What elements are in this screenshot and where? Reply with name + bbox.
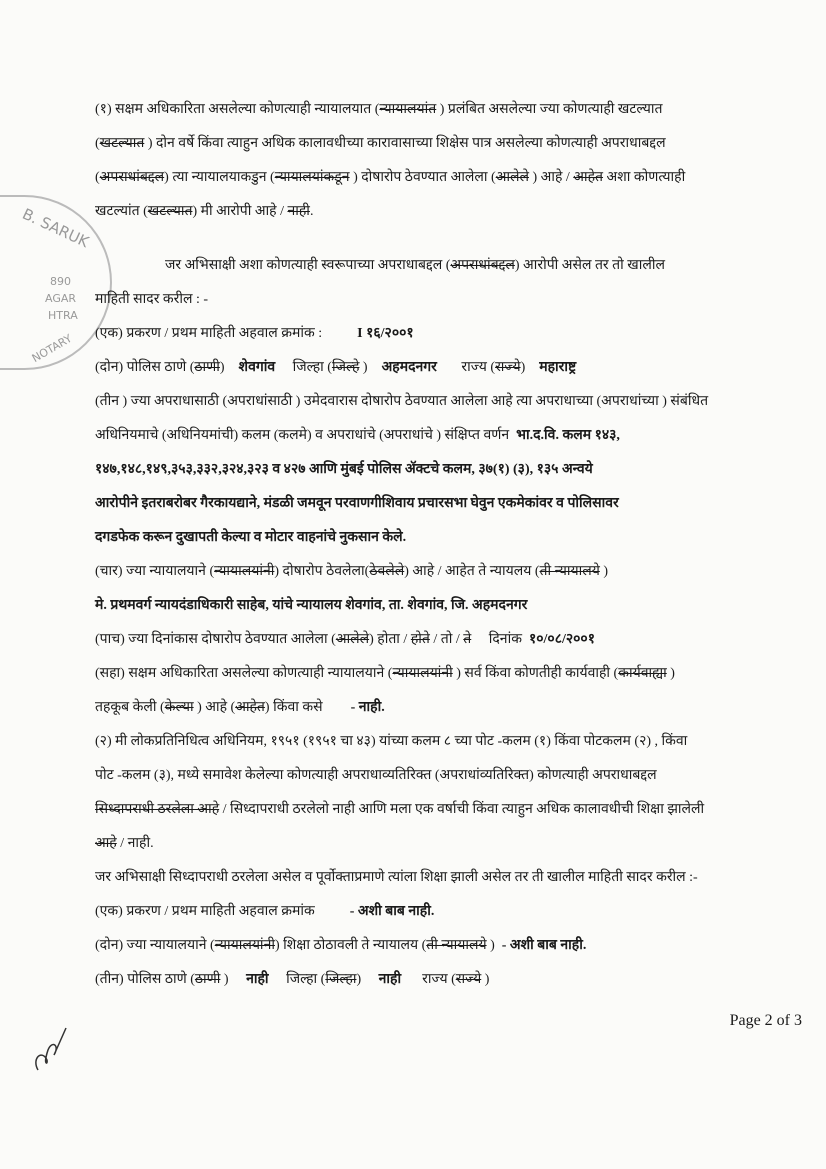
struck-text: आलेले xyxy=(335,632,370,647)
text-segment: ) दोन वर्षे किंवा त्याहुन अधिक कालावधीच्या कारावासाच्या शिक्षेस पात्र असलेल्या कोणत्याही अपराधाबद्दल xyxy=(144,136,666,151)
struck-text: सिध्दापराधी ठरलेला आहे xyxy=(95,802,220,817)
text-segment: ) xyxy=(219,360,239,375)
text-segment: ) किंवा कसे xyxy=(264,700,351,715)
text-segment: जिल्हा ( xyxy=(268,972,326,987)
text-segment: (सहा) सक्षम अधिकारिता असलेल्या कोणत्याही न्यायालयाने ( xyxy=(95,666,393,681)
struck-text: जिल्हा xyxy=(325,972,357,987)
text-segment: पोट -कलम (३), मध्ये समावेश केलेल्या कोणत्याही अपराधाव्यतिरिक्त (अपराधांव्यतिरिक्त) कोणत्याही अपराधाबद्दल xyxy=(95,768,657,783)
filled-value: - अशी बाब नाही. xyxy=(349,904,435,919)
text-segment: ) xyxy=(481,972,490,987)
struck-text: कार्यवाह्या xyxy=(618,666,667,681)
struck-text: ठेवलेले xyxy=(369,564,405,579)
text-line xyxy=(95,630,802,650)
filled-value: - अशी बाब नाही. xyxy=(501,938,587,953)
text-segment: ) शिक्षा ठोठावली ते न्यायालय ( xyxy=(274,938,427,953)
stamp-number: 890 xyxy=(50,275,71,288)
struck-text: आहे xyxy=(95,836,117,851)
text-segment: ( xyxy=(95,136,100,151)
text-line xyxy=(95,426,802,446)
text-line xyxy=(95,100,802,120)
struck-text: जिल्हे xyxy=(331,360,360,375)
struck-text: न्यायालयांनी xyxy=(214,564,275,579)
filled-value: आरोपीने इतराबरोबर गैरकायद्याने, मंडळी जमवून परवाणगीशिवाय प्रचारसभा घेवुन एकमेकांवर व पोलिसावर xyxy=(95,496,619,511)
text-segment: (१) सक्षम अधिकारिता असलेल्या कोणत्याही न्यायालयात ( xyxy=(95,102,380,117)
struck-text: ठाणी xyxy=(194,360,220,375)
struck-text: खटल्यात xyxy=(99,136,145,151)
struck-text: अपराधांबद्दल xyxy=(450,258,515,273)
filled-value: - नाही. xyxy=(350,700,385,715)
filled-value: दगडफेक करून दुखापती केल्या व मोटार वाहनांचे नुकसान केले. xyxy=(95,530,407,545)
text-line xyxy=(95,596,802,616)
text-segment: / सिध्दापराधी ठरलेलो नाही आणि मला एक वर्षाची किंवा त्याहुन अधिक कालावधीची शिक्षा झालेली xyxy=(219,802,705,817)
stamp-title: NOTARY xyxy=(29,331,75,366)
text-segment: तहकूब केली ( xyxy=(95,700,165,715)
struck-text: केल्या xyxy=(164,700,194,715)
text-line xyxy=(95,698,802,718)
text-segment: ) xyxy=(486,938,502,953)
text-line xyxy=(95,202,802,222)
text-segment: खटल्यांत ( xyxy=(95,204,148,219)
text-segment: (२) मी लोकप्रतिनिधित्व अधिनियम, १९५१ (१९५१ चा ४३) यांच्या कलम ८ च्या पोट -कलम (१) किंवा पोटकलम (२) , किंवा xyxy=(95,734,688,749)
text-line xyxy=(95,324,802,344)
text-segment: (तीन) पोलिस ठाणे ( xyxy=(95,972,195,987)
filled-value: १४७,१४८,१४९,३५३,३३२,३२४,३२३ व ४२७ आणि मुंबई पोलिस ॲक्टचे कलम, ३७(१) (३), १३५ अन्वये xyxy=(95,462,593,477)
struck-text: न्यायालयांनी xyxy=(392,666,453,681)
text-line xyxy=(95,562,802,582)
text-line xyxy=(95,766,802,786)
text-segment: ) आहे / आहेत ते न्यायलय ( xyxy=(404,564,540,579)
text-segment: ) xyxy=(520,360,540,375)
text-line xyxy=(95,494,802,514)
text-segment: ) xyxy=(359,360,382,375)
text-line xyxy=(95,664,802,684)
filled-value: नाही xyxy=(246,972,269,987)
struck-text: आहेत xyxy=(235,700,265,715)
text-segment: ) सर्व किंवा कोणतीही कार्यवाही ( xyxy=(452,666,619,681)
struck-text: ते xyxy=(463,632,472,647)
text-line xyxy=(95,256,802,276)
text-segment: / नाही. xyxy=(116,836,154,851)
text-segment: (दोन) ज्या न्यायालयाने ( xyxy=(95,938,215,953)
stamp-state: HTRA xyxy=(48,309,78,322)
page-number: Page 2 of 3 xyxy=(729,1012,802,1029)
struck-text: आलेले xyxy=(495,170,529,185)
text-line xyxy=(95,358,802,378)
text-segment: ) xyxy=(666,666,675,681)
struck-text: न्यायालयांकडून xyxy=(274,170,350,185)
text-line xyxy=(95,168,802,188)
text-segment: माहिती सादर करील : - xyxy=(95,292,209,307)
text-line xyxy=(95,392,802,412)
text-line xyxy=(95,834,802,854)
text-segment: अधिनियमाचे (अधिनियमांची) कलम (कलमे) व अपराधांचे (अपराधांचे ) संक्षिप्त वर्णन xyxy=(95,428,517,443)
filled-value: मे. प्रथमवर्ग न्यायदंडाधिकारी साहेब, यांचे न्यायालय शेवगांव, ता. शेवगांव, जि. अहमदनगर xyxy=(95,598,528,613)
text-line xyxy=(95,134,802,154)
struck-text: न्यायालयांत xyxy=(379,102,437,117)
filled-value: नाही xyxy=(378,972,402,987)
text-line xyxy=(95,970,802,990)
text-segment: ( xyxy=(95,170,100,185)
text-segment: ) दोषारोप ठेवण्यात आलेला ( xyxy=(349,170,496,185)
struck-text: न्यायालयांनी xyxy=(214,938,275,953)
struck-text: राज्ये xyxy=(455,972,482,987)
text-segment: (तीन ) ज्या अपराधासाठी (अपराधांसाठी ) उमेदवारास दोषारोप ठेवण्यात आलेला आहे त्या अपराधाच्या (अपराधांच्या ) संबंधित xyxy=(95,394,709,409)
struck-text: ती न्यायालये xyxy=(426,938,487,953)
text-segment: जर अभिसाक्षी अशा कोणत्याही स्वरूपाच्या अपराधाबद्दल ( xyxy=(95,258,451,273)
text-segment: ) त्या न्यायालयाकडुन ( xyxy=(164,170,275,185)
struck-text: ती न्यायालये xyxy=(539,564,600,579)
text-line xyxy=(95,290,802,310)
struck-text: आहेत xyxy=(573,170,604,185)
filled-value: १०/०८/२००१ xyxy=(528,632,595,647)
text-segment: अशा कोणत्याही xyxy=(603,170,686,185)
text-line xyxy=(95,800,802,820)
text-segment: ) xyxy=(356,972,379,987)
text-line xyxy=(95,528,802,548)
text-segment: (दोन) पोलिस ठाणे ( xyxy=(95,360,195,375)
struck-text: नाही xyxy=(287,204,310,219)
text-segment: (एक) प्रकरण / प्रथम माहिती अहवाल क्रमांक xyxy=(95,904,350,919)
text-segment: (चार) ज्या न्यायालयाने ( xyxy=(95,564,215,579)
text-segment: ) मी आरोपी आहे / xyxy=(192,204,288,219)
text-segment: ) आरोपी असेल तर तो खालील xyxy=(514,258,665,273)
text-line xyxy=(95,936,802,956)
text-segment: ) आहे ( xyxy=(193,700,236,715)
struck-text: अपराधांबद्दल xyxy=(99,170,165,185)
text-segment: ) प्रलंबित असलेल्या ज्या कोणत्याही खटल्यात xyxy=(436,102,663,117)
text-segment: (एक) प्रकरण / प्रथम माहिती अहवाल क्रमांक : xyxy=(95,326,358,341)
text-line xyxy=(95,732,802,752)
text-segment: / तो / xyxy=(429,632,464,647)
struck-text: राज्ये xyxy=(495,360,521,375)
signature-mark xyxy=(30,1020,70,1080)
text-segment: राज्य ( xyxy=(401,972,456,987)
text-segment: ) xyxy=(220,972,247,987)
struck-text: ठाणी xyxy=(194,972,221,987)
text-segment: ) आहे / xyxy=(528,170,574,185)
text-segment: राज्य ( xyxy=(436,360,496,375)
filled-value: अहमदनगर xyxy=(381,360,437,375)
text-segment: ) होता / xyxy=(369,632,411,647)
text-line xyxy=(95,460,802,480)
text-segment: जर अभिसाक्षी सिध्दापराधी ठरलेला असेल व पूर्वोक्ताप्रमाणे त्यांला शिक्षा झाली असेल तर ती खालील माहिती सादर करील :- xyxy=(95,870,698,885)
text-line xyxy=(95,868,802,888)
text-segment: ) दोषारोप ठेवलेला( xyxy=(274,564,370,579)
filled-value: शेवगांव xyxy=(238,360,276,375)
text-segment: . xyxy=(309,204,314,219)
filled-value: महाराष्ट्र xyxy=(539,360,577,375)
text-line xyxy=(95,902,802,922)
stamp-name: B. SARUK xyxy=(19,204,92,252)
filled-value: भा.द.वि. कलम १४३, xyxy=(516,428,620,443)
text-segment: ) xyxy=(599,564,609,579)
struck-text: होते xyxy=(410,632,430,647)
text-segment: दिनांक xyxy=(471,632,529,647)
stamp-city: AGAR xyxy=(45,292,77,305)
filled-value: I १६/२००१ xyxy=(357,326,414,341)
text-segment: (पाच) ज्या दिनांकास दोषारोप ठेवण्यात आलेला ( xyxy=(95,632,336,647)
struck-text: खटल्यात xyxy=(147,204,193,219)
text-segment: जिल्हा ( xyxy=(275,360,332,375)
